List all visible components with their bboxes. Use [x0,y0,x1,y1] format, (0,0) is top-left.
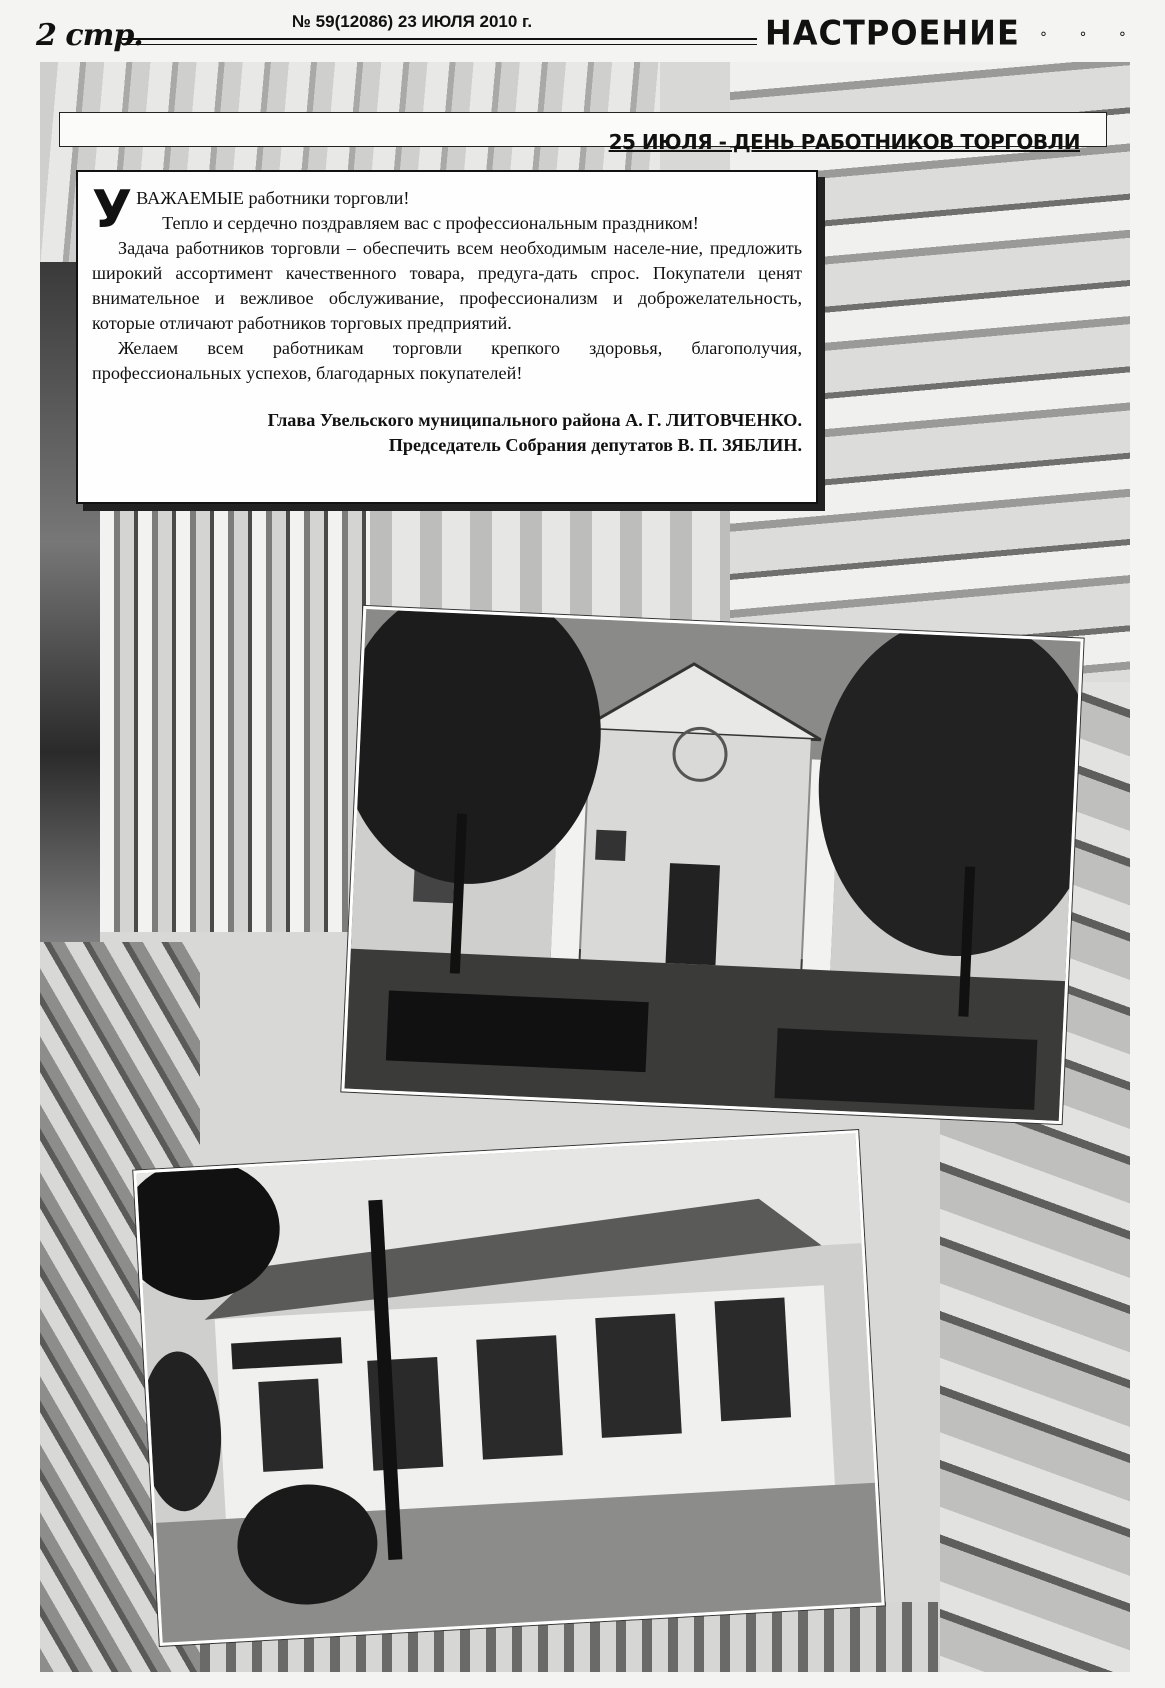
collage-patch [100,482,370,932]
greeting-text [92,180,802,458]
paragraph: Тепло и сердечно поздравляем вас с профессиональным праздником! [162,213,699,233]
greeting-box [76,170,818,504]
issue-info: № 59(12086) 23 ИЮЛЯ 2010 г. [292,12,533,31]
signature-chair: Председатель Собрания депутатов В. П. ЗЯБЛИН. [388,435,802,455]
header-rule [122,38,757,45]
signature-head: Глава Увельского муниципального района А. Г. ЛИТОВЧЕНКО. [267,410,802,430]
shop-photo [133,1130,884,1646]
salutation: ВАЖАЕМЫЕ работники торговли! [136,188,410,208]
paragraph: Желаем всем работникам торговли крепкого здоровья, благополучия, профессиональных успехов, благодарных покупателей! [92,338,802,383]
signatures [92,408,802,458]
banner-title: 25 ИЮЛЯ - ДЕНЬ РАБОТНИКОВ ТОРГОВЛИ [608,130,1080,154]
page-number: 2 стр. [36,18,143,53]
section-dots: ° ° ° [1040,30,1140,46]
drop-cap: У [92,180,133,240]
holiday-banner [59,112,1107,154]
section-title: НАСТРОЕНИЕ [765,13,1020,53]
paragraph: Задача работников торговли – обеспечить всем необходимым населе-ние, предложить широкий ассортимент качественного товара, предуга-дать спрос. Покупатели ценят внимательное и вежливое обслуживание, профессионализм и доброжелательность, которые отличают работников торговых предприятий. [92,238,802,333]
store-building-photo [341,606,1083,1124]
